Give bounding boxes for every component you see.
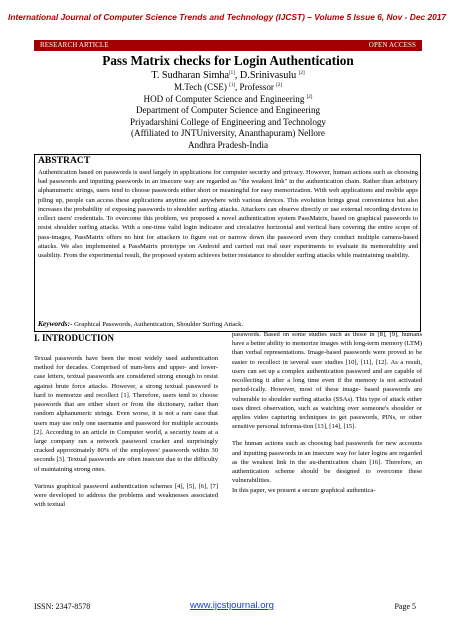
affiliation-line-4: Priyadarshini College of Engineering and Technology (130, 116, 326, 127)
affiliation-block (34, 70, 422, 151)
article-type: RESEARCH ARTICLE (40, 41, 109, 49)
hod-ref: [2] (306, 94, 313, 100)
affiliation-line-1 (34, 82, 422, 94)
author-1: T. Sudharan Simha (151, 70, 229, 81)
column-left (34, 354, 218, 518)
paragraph: Texual passwords have been the most widely used authentication method for decades. Comprised of num-bers and upper- and lower-case letters, textual passwords are considered strong enough to resist against brute force attacks. However, a strong textual password is hard to memorize and recollect [1]. Therefore, users tend to choose passwords that are either short or from the dictionary, rather than random alphanumeric strings. Even worse, it is not a rare case that users may use only one username and password for multiple accounts [2]. According to an article in Computer world, a security team at a large company ran a network password cracker and surprisingly cracked approximately 80% of the employees' passwords within 30 seconds [3]. Textual passwords are often insecure due to the difficulty of maintaining strong ones. (34, 355, 218, 473)
author-2: D.Srinivasulu (239, 70, 297, 81)
paragraph: The human actions such as choosing bad passwords for new accounts and inputting passwords in an insecure way for later logins are regarded as the weakest link in the au-thentication chain [16]. Therefore, an authentication scheme should be designed to overcome these vulnerabilities. (232, 440, 422, 485)
affiliation-line-6: Andhra Pradesh-India (187, 139, 269, 150)
journal-header: International Journal of Computer Science Trends and Technology (IJCST) – Volume 5 Issue 6, Nov - Dec 2017 (8, 12, 447, 22)
role-ref: [2] (276, 83, 283, 88)
section-heading: I. INTRODUCTION (34, 333, 115, 343)
author-2-ref: [2] (298, 71, 305, 76)
paper-title: Pass Matrix checks for Login Authentication (102, 53, 354, 68)
keywords (38, 319, 243, 328)
keywords-list: Graphical Passwords, Authentication, Shoulder Surfing Attack. (72, 321, 244, 328)
keywords-label: Keywords:- (38, 319, 73, 328)
paragraph: Various graphical password authentication schemes [4], [5], [6], [7] were developed to address the problems and weaknesses associated with textual (34, 482, 218, 509)
author-separator: , (234, 70, 240, 81)
role: , Professor (235, 82, 277, 92)
page-number: Page 5 (394, 602, 416, 611)
issn: ISSN: 2347-8578 (34, 602, 91, 611)
abstract-text: Authentication based on passwords is used largely in applications for computer security and privacy. However, human actions such as choosing bad passwords and inputting passwords in an insecure way are regarded as "the weakest link" in the authentication chain. Rather than arbitrary alphanumeric strings, users tend to choose passwords either short or meaningful for easy memorization. With web applications and mobile apps piling up, people can access these applications anytime and anywhere with various devices. This evolution brings great convenience but also increases the probability of exposing passwords to shoulder surfing attacks. Attackers can observe directly or use external recording devices to collect users' credentials. To overcome this problem, we proposed a novel authentication system PassMatrix, based on graphical passwords to resist shoulder surfing attacks. With a one-time valid login indicator and circulative horizontal and vertical bars covering the entire scope of pass-images, PassMatrix offers no hint for attackers to figure out or narrow down the password even they conduct multiple camera-based attacks. We also implemented a PassMatrix prototype on Android and carried out real user experiments to evaluate its memorability and usability. From the experimental result, the proposed system achieves better resistance to shoulder surfing attacks while maintaining usability. (38, 169, 418, 259)
authors (34, 70, 422, 82)
degree: M.Tech (CSE) (173, 82, 230, 92)
access-label: OPEN ACCESS (368, 41, 416, 49)
paragraph: passwords. Based on some studies such as those in [8], [9], humans have a better ability to memorize images with long-term memory (LTM) than verbal representations. Image-based passwords were proved to be easier to recollect in several user studies [10], [11], [12]. As a result, users can set up a complex authentication password and are capable of recollecting it after a long time even if the memory is not activated period-ically. However, most of these image- based passwords are vulnerable to shoulder surfing attacks (SSAs). This type of attack either uses direct observation, such as watching over someone's shoulder or applies video capturing techniques to get passwords, PINs, or other sensitive personal informa-tion [13], [14], [15]. (232, 331, 422, 431)
affiliation-line-3: Department of Computer Science and Engineering (135, 105, 321, 115)
abstract-heading: ABSTRACT (38, 155, 91, 166)
hod-title: HOD of Computer Science and Engineering (143, 93, 307, 104)
affiliation-line-2 (34, 94, 422, 106)
article-banner (34, 40, 422, 51)
degree-ref: [1] (229, 83, 235, 88)
affiliation-line-5: (Affiliated to JNTUniversity, Ananthapuram) Nellore (131, 128, 325, 138)
paragraph: In this paper, we present a secure graphical authentica- (232, 486, 376, 494)
journal-link[interactable]: www.ijcstjournal.org (190, 600, 274, 611)
column-right (232, 330, 422, 503)
author-1-ref: [1] (228, 71, 235, 76)
